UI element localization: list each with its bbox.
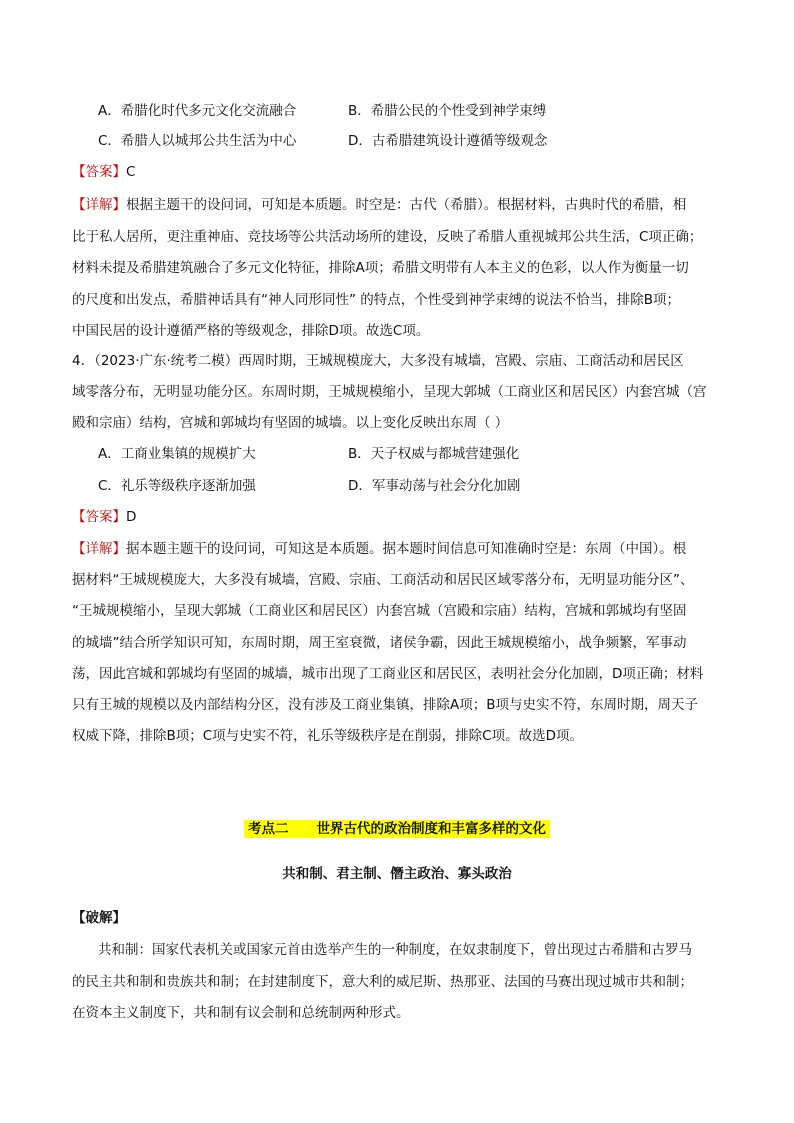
q3-detail-line-2: 比于私人居所，更注重神庙、竞技场等公共活动场所的建设，反映了希腊人重视城邦公共生活，C项正确； (72, 229, 703, 245)
section-subtitle: 共和制、君主制、僭主政治、寡头政治 (282, 866, 512, 882)
q3-detail-line-1 (72, 195, 732, 215)
para-line-3: 在资本主义制度下，共和制有议会制和总统制两种形式。 (72, 1005, 410, 1021)
q4-option-a: A．工商业集镇的规模扩大 (98, 446, 256, 462)
q3-detail-line-4: 的尺度和出发点，希腊神话具有“神人同形同性” 的特点，个性受到神学束缚的说法不恰当，排除B项； (72, 292, 681, 308)
q3-option-a: A．希腊化时代多元文化交流融合 (98, 103, 297, 119)
q4-option-b: B．天子权威与都城营建强化 (348, 446, 520, 462)
q4-detail-line-3: “王城规模缩小，呈现大郭城（工商业区和居民区）内套宫城（宫殿和宗庙）结构，宫城和郭城均有坚固 (72, 603, 687, 619)
q3-detail-line-3: 材料未提及希腊建筑融合了多元文化特征，排除A项；希腊文明带有人本主义的色彩，以人作为衡量一切 (72, 260, 689, 276)
q4-detail-line-5: 荡，因此宫城和郭城均有坚固的城墙，城市出现了工商业区和居民区，表明社会分化加剧，D项正确；材料 (72, 666, 704, 682)
para-line-2: 的民主共和制和贵族共和制；在封建制度下，意大利的威尼斯、热那亚、法国的马赛出现过城市共和制； (72, 974, 693, 990)
q4-answer (72, 507, 732, 527)
q4-stem-line-3: 殿和宗庙）结构，宫城和郭城均有坚固的城墙。以上变化反映出东周（ ） (72, 415, 509, 431)
section-label: 考点二 (248, 821, 289, 837)
q3-answer (72, 162, 732, 182)
section-title: 世界古代的政治制度和丰富多样的文化 (316, 821, 546, 837)
q4-detail-line-1 (72, 539, 732, 559)
answer-tag: 【答案】 (72, 164, 126, 180)
answer-tag: 【答案】 (72, 509, 126, 525)
detail-tag: 【详解】 (72, 541, 126, 557)
q3-option-b: B．希腊公民的个性受到神学束缚 (348, 103, 547, 119)
para-line-1: 共和制：国家代表机关或国家元首由选举产生的一种制度，在奴隶制度下，曾出现过古希腊和古罗马 (98, 942, 692, 958)
q4-detail-line-7: 权威下降，排除B项；C项与史实不符，礼乐等级秩序是在削弱，排除C项。故选D项。 (72, 728, 584, 744)
answer-value: D (126, 509, 137, 525)
detail-tag: 【详解】 (72, 197, 126, 213)
section-heading (0, 819, 794, 839)
q3-option-d: D．古希腊建筑设计遵循等级观念 (348, 133, 548, 149)
q4-detail-line-6: 只有王城的规模以及内部结构分区，没有涉及工商业集镇，排除A项；B项与史实不符，东周时期，周天子 (72, 697, 698, 713)
answer-value: C (126, 164, 136, 180)
q4-option-c: C．礼乐等级秩序逐渐加强 (98, 478, 256, 494)
q4-stem-line-2: 域零落分布，无明显功能分区。东周时期，王城规模缩小，呈现大郭城（工商业区和居民区）内套宫城（宫 (72, 384, 707, 400)
detail-text: 据本题主题干的设问词，可知这是本质题。据本题时间信息可知准确时空是：东周（中国）。根 (126, 541, 687, 557)
q4-detail-line-2: 据材料“王城规模庞大，大多没有城墙，宫殿、宗庙、工商活动和居民区域零落分布，无明显功能分区”、 (72, 572, 694, 588)
q4-option-d: D．军事动荡与社会分化加剧 (348, 478, 521, 494)
detail-text: 根据主题干的设问词，可知是本质题。时空是：古代（希腊）。根据材料，古典时代的希腊，相 (126, 197, 687, 213)
section-heading-highlight (244, 820, 550, 838)
pojie-tag: 【破解】 (72, 910, 126, 926)
q3-detail-line-5: 中国民居的设计遵循严格的等级观念，排除D项。故选C项。 (72, 323, 430, 339)
q3-option-c: C．希腊人以城邦公共生活为中心 (98, 133, 297, 149)
q4-stem-line-1: 4．（2023·广东·统考二模）西周时期，王城规模庞大，大多没有城墙，宫殿、宗庙、工商活动和居民区 (72, 353, 684, 369)
q4-detail-line-4: 的城墙”结合所学知识可知，东周时期，周王室衰微，诸侯争霸，因此王城规模缩小，战争频繁，军事动 (72, 635, 687, 651)
